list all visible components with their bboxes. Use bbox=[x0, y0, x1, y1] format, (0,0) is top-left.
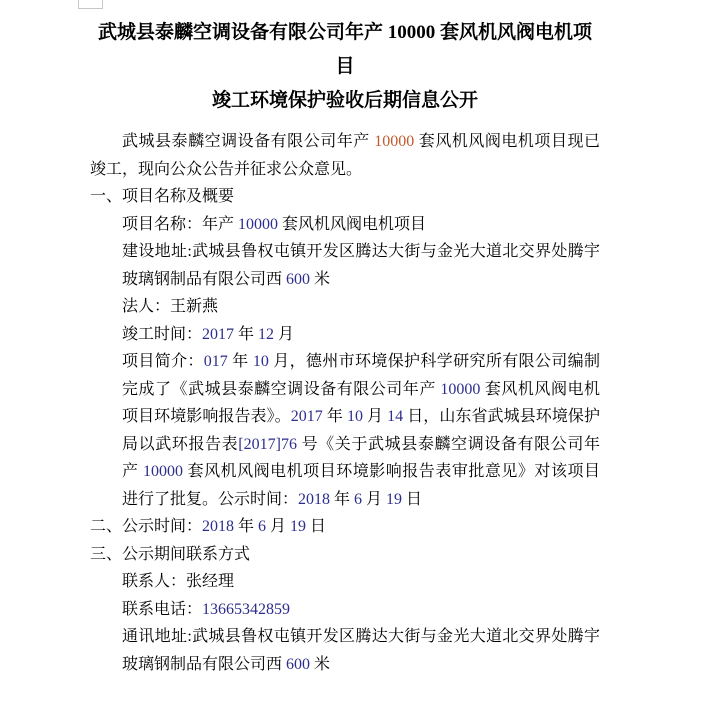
text-segment: 套风机风阀电机项目 bbox=[278, 215, 427, 233]
text-segment: 年 bbox=[234, 325, 259, 343]
text-segment: 月 bbox=[266, 518, 291, 535]
number-highlight: 13665342859 bbox=[202, 600, 291, 618]
text-segment: 武城县泰麟空调设备有限公司年产 bbox=[122, 133, 375, 150]
number-highlight: 19 bbox=[386, 490, 403, 508]
number-highlight: 14 bbox=[387, 408, 404, 425]
section-heading-3 bbox=[90, 541, 600, 569]
number-highlight: 10 bbox=[252, 353, 269, 370]
number-highlight: 6 bbox=[354, 490, 363, 508]
number-highlight: 10000 bbox=[143, 463, 184, 480]
number-highlight: 10 bbox=[346, 408, 363, 425]
mailing-address-line bbox=[90, 623, 600, 678]
number-highlight: [2017]76 bbox=[238, 435, 297, 453]
construction-address-line bbox=[90, 238, 600, 293]
text-segment: 通讯地址:武城县鲁权屯镇开发区腾达大街与金光大道北交界处腾宇玻璃钢制品有限公司西 bbox=[122, 628, 600, 673]
text-segment: 年 bbox=[322, 408, 347, 425]
text-segment: 联系电话： bbox=[122, 600, 203, 618]
text-segment: 项目简介： bbox=[122, 353, 204, 370]
text-segment: 项目名称：年产 bbox=[122, 215, 239, 233]
text-segment: 米 bbox=[310, 270, 331, 288]
text-segment: 竣工时间： bbox=[122, 325, 203, 343]
text-segment: 月 bbox=[362, 408, 388, 425]
number-highlight: 10000 bbox=[374, 133, 415, 150]
text-segment: 月 bbox=[274, 325, 295, 343]
text-segment: 法人：王新燕 bbox=[122, 298, 219, 315]
text-segment: 日 bbox=[306, 518, 327, 535]
number-highlight: 017 bbox=[203, 353, 228, 370]
text-segment: 套风机风阀电机项目环境影响报告表审批意见》对该项目进行了批复。公示时间： bbox=[122, 463, 600, 508]
number-highlight: 600 bbox=[286, 655, 311, 673]
number-highlight: 2017 bbox=[290, 408, 323, 425]
number-highlight: 2017 bbox=[202, 325, 235, 343]
legal-person-line bbox=[90, 293, 600, 321]
text-segment: 二、公示时间： bbox=[90, 518, 203, 535]
document-body bbox=[90, 128, 600, 678]
document-title-line-2: 竣工环境保护验收后期信息公开 bbox=[211, 90, 478, 111]
document-title-line-1: 武城县泰麟空调设备有限公司年产 10000 套风机风阀电机项目 bbox=[97, 22, 592, 77]
text-segment: 月 bbox=[362, 490, 387, 508]
text-segment: 米 bbox=[310, 655, 331, 673]
text-segment: 号《关于武城县泰麟空调设备有限公司年产 bbox=[122, 435, 600, 480]
text-segment: 一、项目名称及概要 bbox=[90, 188, 235, 205]
text-segment: 月，德州市环境保护科学研究所有限公司编制完成了《武城县泰麟空调设备有限公司年产 bbox=[122, 353, 600, 398]
number-highlight: 2018 bbox=[298, 490, 331, 508]
section-heading-1 bbox=[90, 183, 600, 211]
document-title bbox=[90, 16, 600, 118]
project-brief-paragraph bbox=[90, 348, 600, 513]
contact-person-line bbox=[90, 568, 600, 596]
text-segment: 套风机风阀电机项目现已竣工，现向公众公告并征求公众意见。 bbox=[90, 133, 600, 178]
number-highlight: 19 bbox=[290, 518, 307, 535]
text-segment: 年 bbox=[330, 490, 355, 508]
number-highlight: 6 bbox=[258, 518, 267, 535]
project-name-line bbox=[90, 211, 600, 239]
text-segment: 三、公示期间联系方式 bbox=[90, 545, 251, 563]
text-segment: 建设地址:武城县鲁权屯镇开发区腾达大街与金光大道北交界处腾宇玻璃钢制品有限公司西 bbox=[122, 243, 600, 288]
number-highlight: 2018 bbox=[202, 518, 235, 535]
intro-paragraph bbox=[90, 128, 600, 183]
text-segment: 日 bbox=[402, 490, 423, 508]
completion-date-line bbox=[90, 321, 600, 349]
number-highlight: 600 bbox=[286, 270, 311, 288]
number-highlight: 12 bbox=[258, 325, 275, 343]
page-edge-artifact bbox=[78, 0, 103, 9]
number-highlight: 10000 bbox=[440, 380, 481, 398]
section-heading-2 bbox=[90, 513, 600, 541]
text-segment: 日，山东省武城县环境保护局以武环报告表 bbox=[122, 408, 600, 453]
text-segment: 联系人：张经理 bbox=[122, 573, 235, 590]
text-segment: 套风机风阀电机项目环境影响报告表》。 bbox=[122, 380, 600, 425]
text-segment: 年 bbox=[234, 518, 259, 535]
text-segment: 年 bbox=[227, 353, 253, 370]
number-highlight: 10000 bbox=[238, 215, 279, 233]
contact-phone-line bbox=[90, 596, 600, 624]
